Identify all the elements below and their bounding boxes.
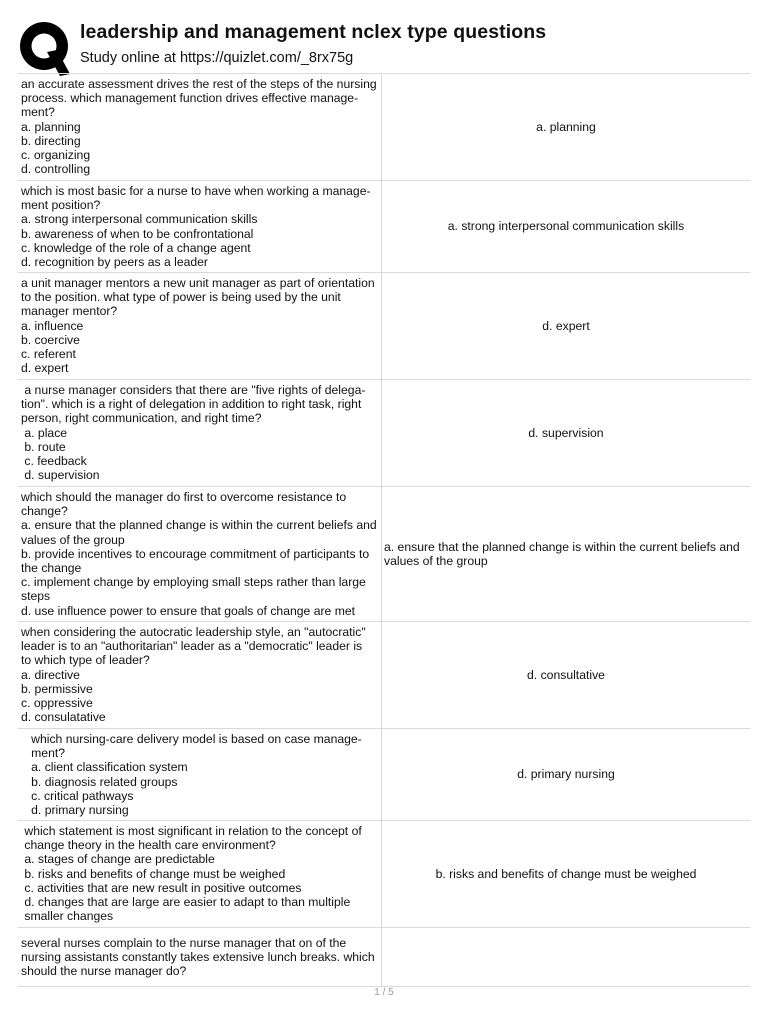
card-answer: d. consultative xyxy=(527,667,605,682)
document-header xyxy=(20,18,760,74)
study-online-link[interactable]: Study online at https://quizlet.com/_8rx75g xyxy=(80,50,354,66)
card-answer: a. planning xyxy=(536,119,596,134)
card-question: which should the manager do first to overcome resistance to change? a. ensure that the planned change is within the current beliefs and values of the group b. provide incentives to encourage commitment of participants to the change c. implement change by employing small steps rather than large steps d. use influence power to ensure that goals of change are met xyxy=(18,487,382,621)
flashcard-row xyxy=(18,621,750,728)
flashcard-row xyxy=(18,486,750,621)
card-question: which statement is most significant in relation to the concept of change theory in the health care environment? a. stages of change are predictable b. risks and benefits of change must be weighed c. activities that are new result in positive outcomes d. changes that are large are easier to adapt to than multiple smaller changes xyxy=(18,821,382,927)
document-title: leadership and management nclex type questions xyxy=(80,21,547,43)
flashcard-row xyxy=(18,927,750,987)
flashcard-row xyxy=(18,379,750,486)
quizlet-logo-icon xyxy=(20,22,70,76)
card-answer: a. ensure that the planned change is within the current beliefs and values of the group xyxy=(384,539,740,568)
flashcard-list xyxy=(18,73,750,987)
flashcard-row xyxy=(18,820,750,927)
card-question: which is most basic for a nurse to have when working a manage- ment position? a. strong interpersonal communication skills b. awareness of when to be confrontational c. knowledge of the role of a change agent d. recognition by peers as a leader xyxy=(18,181,382,272)
card-question: which nursing-care delivery model is based on case manage- ment? a. client classification system b. diagnosis related groups c. critical pathways d. primary nursing xyxy=(18,729,382,820)
card-question: a unit manager mentors a new unit manager as part of orientation to the position. what type of power is being used by the unit manager mentor? a. influence b. coercive c. referent d. expert xyxy=(18,273,382,379)
card-answer: b. risks and benefits of change must be weighed xyxy=(435,866,697,881)
card-question: several nurses complain to the nurse manager that on of the nursing assistants constantly takes extensive lunch breaks. which should the nurse manager do? xyxy=(18,928,382,986)
flashcard-row xyxy=(18,73,750,180)
card-question: when considering the autocratic leadership style, an "autocratic" leader is to an "authoritarian" leader as a "democratic" leader is to which type of leader? a. directive b. permissive c. oppressive d. consulatative xyxy=(18,622,382,728)
card-answer: d. supervision xyxy=(528,425,604,440)
card-answer: a. strong interpersonal communication skills xyxy=(447,219,685,234)
flashcard-row xyxy=(18,728,750,820)
card-answer: d. expert xyxy=(542,318,590,333)
flashcard-row xyxy=(18,272,750,379)
card-answer: d. primary nursing xyxy=(517,767,615,782)
card-answer xyxy=(382,928,750,986)
flashcard-row xyxy=(18,180,750,272)
card-question: a nurse manager considers that there are "five rights of delega- tion". which is a right of delegation in addition to right task, right person, right communication, and right time? a. place b. route c. feedback d. supervision xyxy=(18,380,382,486)
page-number: 1 / 5 xyxy=(374,987,394,998)
card-question: an accurate assessment drives the rest of the steps of the nursing process. which management function drives effective manage- ment? a. planning b. directing c. organizing d. controlling xyxy=(18,74,382,180)
